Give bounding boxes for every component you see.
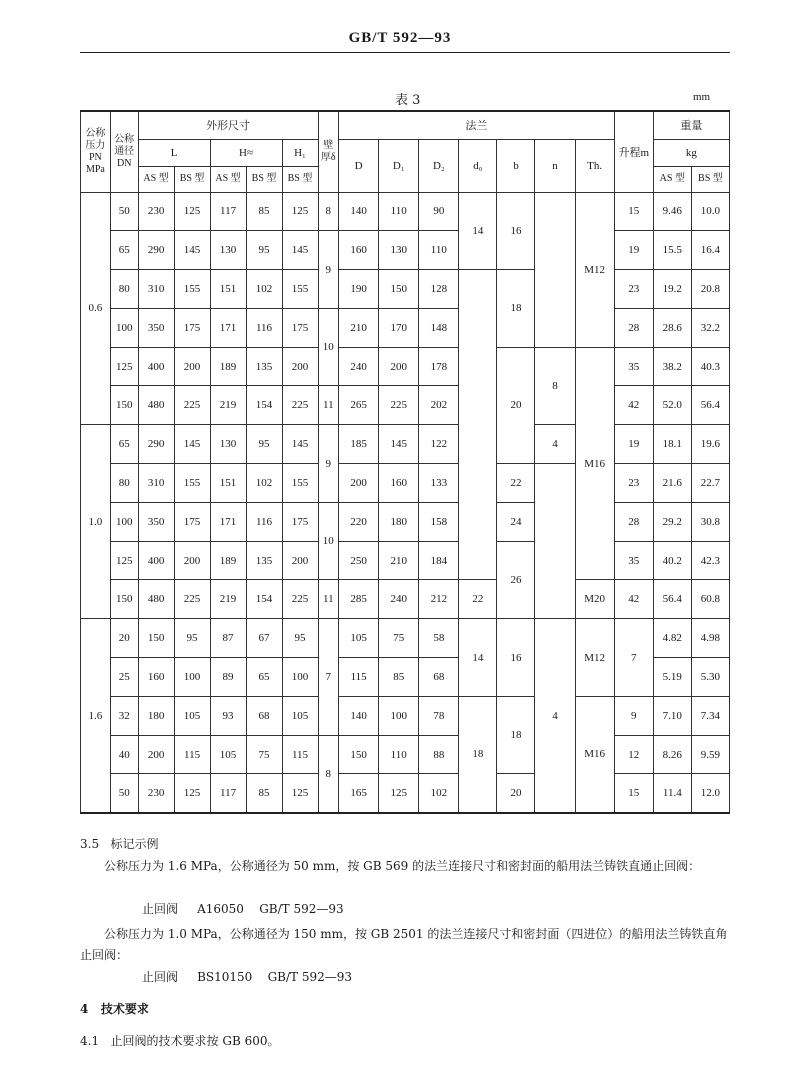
cell-hbs: 102 <box>246 464 282 503</box>
cell-has: 151 <box>210 464 246 503</box>
table-row <box>81 308 730 347</box>
cell-d: 160 <box>339 231 379 270</box>
cell-b: 20 <box>497 347 535 463</box>
cell-b: 16 <box>497 619 535 697</box>
cell-lbs: 145 <box>174 231 210 270</box>
page-header: GB/T 592—93 <box>348 30 452 46</box>
cell-hbs: 135 <box>246 541 282 580</box>
cell-was: 4.82 <box>653 619 691 658</box>
cell-lbs: 155 <box>174 270 210 309</box>
cell-hbs: 95 <box>246 231 282 270</box>
cell-dn: 150 <box>110 580 138 619</box>
cell-b: 16 <box>497 192 535 270</box>
cell-hbs: 116 <box>246 308 282 347</box>
table-row <box>81 541 730 580</box>
cell-las: 160 <box>138 658 174 697</box>
cell-th: M20 <box>575 580 614 619</box>
col-wall: 壁厚δ <box>318 111 339 192</box>
cell-d1: 75 <box>379 619 419 658</box>
cell-hbs: 154 <box>246 386 282 425</box>
col-l-as: AS 型 <box>138 166 174 192</box>
spec-table-body <box>81 192 730 813</box>
cell-b: 20 <box>497 774 535 813</box>
cell-las: 290 <box>138 425 174 464</box>
table-row <box>81 192 730 231</box>
cell-d: 190 <box>339 270 379 309</box>
cell-th: M12 <box>575 619 614 697</box>
cell-d: 140 <box>339 192 379 231</box>
cell-n <box>535 192 575 347</box>
cell-d: 265 <box>339 386 379 425</box>
cell-was: 7.10 <box>653 696 691 735</box>
cell-dn: 50 <box>110 192 138 231</box>
cell-d: 140 <box>339 696 379 735</box>
cell-m: 9 <box>614 696 653 735</box>
col-d2: D₂ <box>419 139 459 192</box>
col-h1: H₁ <box>282 139 318 166</box>
cell-m: 7 <box>614 619 653 697</box>
cell-dn: 125 <box>110 541 138 580</box>
table-row <box>81 386 730 425</box>
cell-was: 9.46 <box>653 192 691 231</box>
col-n: n <box>535 139 575 192</box>
table-row <box>81 231 730 270</box>
cell-m: 19 <box>614 425 653 464</box>
cell-lbs: 200 <box>174 347 210 386</box>
cell-d1: 180 <box>379 502 419 541</box>
col-l-bs: BS 型 <box>174 166 210 192</box>
cell-has: 171 <box>210 502 246 541</box>
cell-d0: 18 <box>459 696 497 812</box>
cell-hbs: 75 <box>246 735 282 774</box>
section-4-1 <box>80 1032 280 1049</box>
cell-lbs: 225 <box>174 580 210 619</box>
cell-d2: 122 <box>419 425 459 464</box>
cell-t: 10 <box>318 308 339 386</box>
cell-d2: 133 <box>419 464 459 503</box>
cell-hbs: 85 <box>246 774 282 813</box>
col-d0: d₀ <box>459 139 497 192</box>
cell-wbs: 32.2 <box>691 308 729 347</box>
cell-hbs: 67 <box>246 619 282 658</box>
cell-las: 180 <box>138 696 174 735</box>
cell-d1: 160 <box>379 464 419 503</box>
cell-d: 220 <box>339 502 379 541</box>
cell-d: 200 <box>339 464 379 503</box>
cell-lbs: 95 <box>174 619 210 658</box>
cell-wbs: 20.8 <box>691 270 729 309</box>
spec-table <box>80 110 730 814</box>
cell-d: 165 <box>339 774 379 813</box>
table-row <box>81 580 730 619</box>
cell-d2: 78 <box>419 696 459 735</box>
cell-d2: 102 <box>419 774 459 813</box>
cell-d1: 100 <box>379 696 419 735</box>
cell-dn: 100 <box>110 308 138 347</box>
cell-th: M16 <box>575 347 614 580</box>
cell-has: 105 <box>210 735 246 774</box>
cell-n: 4 <box>535 425 575 464</box>
cell-d2: 148 <box>419 308 459 347</box>
cell-was: 18.1 <box>653 425 691 464</box>
cell-has: 219 <box>210 386 246 425</box>
cell-was: 40.2 <box>653 541 691 580</box>
marking-1-code: A16050 <box>197 902 244 916</box>
cell-las: 290 <box>138 231 174 270</box>
cell-h1: 175 <box>282 502 318 541</box>
col-h-as: AS 型 <box>210 166 246 192</box>
cell-h1: 125 <box>282 774 318 813</box>
cell-dn: 65 <box>110 231 138 270</box>
cell-was: 29.2 <box>653 502 691 541</box>
cell-m: 15 <box>614 192 653 231</box>
cell-has: 117 <box>210 192 246 231</box>
cell-t: 9 <box>318 231 339 309</box>
cell-lbs: 175 <box>174 502 210 541</box>
cell-las: 200 <box>138 735 174 774</box>
cell-wbs: 16.4 <box>691 231 729 270</box>
cell-m: 12 <box>614 735 653 774</box>
col-h: H≈ <box>210 139 282 166</box>
cell-t: 10 <box>318 502 339 580</box>
cell-d1: 150 <box>379 270 419 309</box>
cell-las: 350 <box>138 502 174 541</box>
cell-d2: 88 <box>419 735 459 774</box>
cell-has: 130 <box>210 425 246 464</box>
cell-d1: 225 <box>379 386 419 425</box>
cell-wbs: 42.3 <box>691 541 729 580</box>
cell-lbs: 145 <box>174 425 210 464</box>
col-w-as: AS 型 <box>653 166 691 192</box>
cell-dn: 40 <box>110 735 138 774</box>
example-paragraph-2: 公称压力为 1.0 MPa，公称通径为 150 mm，按 GB 2501 的法兰连接尺寸和密封面（四进位）的船用法兰铸铁直角止回阀： <box>80 927 728 962</box>
cell-hbs: 135 <box>246 347 282 386</box>
col-lift: 升程m <box>614 111 653 192</box>
cell-las: 480 <box>138 580 174 619</box>
marking-2-std: GB/T 592—93 <box>267 970 353 984</box>
col-dn: 公称通径DN <box>110 111 138 192</box>
cell-dn: 125 <box>110 347 138 386</box>
cell-wbs: 22.7 <box>691 464 729 503</box>
cell-d: 240 <box>339 347 379 386</box>
cell-th: M16 <box>575 696 614 812</box>
cell-d2: 68 <box>419 658 459 697</box>
cell-n: 4 <box>535 619 575 813</box>
cell-h1: 100 <box>282 658 318 697</box>
section-4-1-number: 4.1 <box>80 1034 100 1048</box>
cell-d0: 14 <box>459 192 497 270</box>
cell-h1: 95 <box>282 619 318 658</box>
cell-th: M12 <box>575 192 614 347</box>
cell-was: 11.4 <box>653 774 691 813</box>
cell-m: 19 <box>614 231 653 270</box>
cell-b: 22 <box>497 464 535 503</box>
col-kg: kg <box>653 139 729 166</box>
cell-has: 117 <box>210 774 246 813</box>
cell-las: 150 <box>138 619 174 658</box>
cell-h1: 225 <box>282 580 318 619</box>
cell-pn: 1.6 <box>81 619 111 813</box>
cell-b: 18 <box>497 696 535 774</box>
cell-has: 151 <box>210 270 246 309</box>
cell-was: 19.2 <box>653 270 691 309</box>
cell-d2: 178 <box>419 347 459 386</box>
cell-wbs: 9.59 <box>691 735 729 774</box>
cell-las: 230 <box>138 192 174 231</box>
section-3-5-title: 标记示例 <box>110 837 159 851</box>
col-d: D <box>339 139 379 192</box>
cell-d2: 184 <box>419 541 459 580</box>
cell-was: 28.6 <box>653 308 691 347</box>
cell-d2: 212 <box>419 580 459 619</box>
cell-d: 250 <box>339 541 379 580</box>
cell-dn: 50 <box>110 774 138 813</box>
cell-wbs: 5.30 <box>691 658 729 697</box>
col-h-bs: BS 型 <box>246 166 282 192</box>
cell-d: 210 <box>339 308 379 347</box>
cell-d2: 158 <box>419 502 459 541</box>
cell-las: 400 <box>138 541 174 580</box>
table-unit: mm <box>693 91 711 103</box>
cell-d1: 85 <box>379 658 419 697</box>
cell-h1: 200 <box>282 541 318 580</box>
cell-has: 93 <box>210 696 246 735</box>
table-row <box>81 735 730 774</box>
cell-n <box>535 464 575 619</box>
cell-hbs: 154 <box>246 580 282 619</box>
cell-t: 7 <box>318 619 339 735</box>
cell-h1: 200 <box>282 347 318 386</box>
cell-lbs: 125 <box>174 774 210 813</box>
cell-wbs: 12.0 <box>691 774 729 813</box>
cell-d: 115 <box>339 658 379 697</box>
cell-t: 9 <box>318 425 339 503</box>
col-outer: 外形尺寸 <box>138 111 318 139</box>
cell-h1: 105 <box>282 696 318 735</box>
table-row <box>81 619 730 658</box>
section-3-5-heading <box>80 835 159 852</box>
cell-lbs: 115 <box>174 735 210 774</box>
cell-wbs: 7.34 <box>691 696 729 735</box>
cell-d2: 58 <box>419 619 459 658</box>
col-l: L <box>138 139 210 166</box>
cell-wbs: 56.4 <box>691 386 729 425</box>
cell-m: 35 <box>614 347 653 386</box>
marking-1-std: GB/T 592—93 <box>259 902 344 916</box>
cell-was: 5.19 <box>653 658 691 697</box>
cell-d1: 240 <box>379 580 419 619</box>
example-paragraph-1: 公称压力为 1.6 MPa，公称通径为 50 mm，按 GB 569 的法兰连接尺寸和密封面的船用法兰铸铁直通止回阀： <box>104 859 701 873</box>
cell-hbs: 95 <box>246 425 282 464</box>
cell-d0: 22 <box>459 580 497 619</box>
cell-d1: 125 <box>379 774 419 813</box>
cell-wbs: 60.8 <box>691 580 729 619</box>
marking-example-2 <box>142 968 352 985</box>
cell-d1: 145 <box>379 425 419 464</box>
cell-d: 150 <box>339 735 379 774</box>
cell-t: 11 <box>318 386 339 425</box>
cell-d1: 130 <box>379 231 419 270</box>
cell-wbs: 19.6 <box>691 425 729 464</box>
cell-h1: 155 <box>282 464 318 503</box>
col-weight: 重量 <box>653 111 729 139</box>
marking-2-code: BS10150 <box>197 970 253 984</box>
cell-m: 42 <box>614 580 653 619</box>
cell-h1: 145 <box>282 231 318 270</box>
cell-las: 480 <box>138 386 174 425</box>
col-h1-bs: BS 型 <box>282 166 318 192</box>
cell-has: 219 <box>210 580 246 619</box>
cell-has: 89 <box>210 658 246 697</box>
cell-has: 171 <box>210 308 246 347</box>
cell-d1: 170 <box>379 308 419 347</box>
table-row <box>81 347 730 386</box>
cell-wbs: 10.0 <box>691 192 729 231</box>
cell-d1: 110 <box>379 192 419 231</box>
cell-dn: 65 <box>110 425 138 464</box>
cell-hbs: 85 <box>246 192 282 231</box>
cell-d0: 14 <box>459 619 497 697</box>
header-rule <box>80 52 730 53</box>
cell-was: 8.26 <box>653 735 691 774</box>
cell-d0 <box>459 270 497 580</box>
cell-h1: 115 <box>282 735 318 774</box>
col-pn: 公称压力PN MPa <box>81 111 111 192</box>
cell-d1: 210 <box>379 541 419 580</box>
cell-d: 185 <box>339 425 379 464</box>
cell-m: 15 <box>614 774 653 813</box>
section-4-number: 4 <box>80 1002 89 1016</box>
cell-lbs: 125 <box>174 192 210 231</box>
cell-was: 52.0 <box>653 386 691 425</box>
cell-has: 189 <box>210 541 246 580</box>
cell-d2: 110 <box>419 231 459 270</box>
cell-hbs: 102 <box>246 270 282 309</box>
cell-m: 23 <box>614 464 653 503</box>
cell-las: 310 <box>138 270 174 309</box>
cell-m: 28 <box>614 502 653 541</box>
section-4-title: 技术要求 <box>100 1002 149 1016</box>
cell-was: 56.4 <box>653 580 691 619</box>
cell-wbs: 40.3 <box>691 347 729 386</box>
section-4-heading <box>80 1000 149 1017</box>
cell-h1: 155 <box>282 270 318 309</box>
cell-d2: 128 <box>419 270 459 309</box>
cell-t: 11 <box>318 580 339 619</box>
cell-d: 285 <box>339 580 379 619</box>
cell-m: 35 <box>614 541 653 580</box>
cell-las: 230 <box>138 774 174 813</box>
cell-dn: 100 <box>110 502 138 541</box>
cell-las: 310 <box>138 464 174 503</box>
marking-2-name: 止回阀 <box>142 970 179 984</box>
cell-lbs: 175 <box>174 308 210 347</box>
cell-dn: 20 <box>110 619 138 658</box>
cell-m: 23 <box>614 270 653 309</box>
cell-has: 189 <box>210 347 246 386</box>
col-b: b <box>497 139 535 192</box>
cell-wbs: 30.8 <box>691 502 729 541</box>
cell-lbs: 100 <box>174 658 210 697</box>
cell-hbs: 65 <box>246 658 282 697</box>
cell-b: 24 <box>497 502 535 541</box>
cell-dn: 80 <box>110 270 138 309</box>
cell-has: 130 <box>210 231 246 270</box>
cell-n: 8 <box>535 347 575 425</box>
cell-hbs: 116 <box>246 502 282 541</box>
table-row <box>81 425 730 464</box>
cell-h1: 225 <box>282 386 318 425</box>
cell-dn: 32 <box>110 696 138 735</box>
cell-m: 28 <box>614 308 653 347</box>
cell-t: 8 <box>318 192 339 231</box>
cell-h1: 175 <box>282 308 318 347</box>
cell-h1: 125 <box>282 192 318 231</box>
cell-dn: 80 <box>110 464 138 503</box>
col-d1: D₁ <box>379 139 419 192</box>
cell-pn: 0.6 <box>81 192 111 425</box>
table-row <box>81 774 730 813</box>
table-row <box>81 270 730 309</box>
table-row <box>81 502 730 541</box>
cell-t: 8 <box>318 735 339 813</box>
cell-b: 18 <box>497 270 535 348</box>
cell-las: 400 <box>138 347 174 386</box>
cell-h1: 145 <box>282 425 318 464</box>
cell-d2: 202 <box>419 386 459 425</box>
cell-d1: 200 <box>379 347 419 386</box>
cell-wbs: 4.98 <box>691 619 729 658</box>
table-row <box>81 696 730 735</box>
section-3-5-number: 3.5 <box>80 837 100 851</box>
cell-b: 26 <box>497 541 535 619</box>
cell-lbs: 225 <box>174 386 210 425</box>
section-4-1-text: 止回阀的技术要求按 GB 600。 <box>110 1034 280 1048</box>
cell-was: 21.6 <box>653 464 691 503</box>
cell-dn: 150 <box>110 386 138 425</box>
cell-lbs: 105 <box>174 696 210 735</box>
table-caption: 表 3 <box>395 93 421 108</box>
cell-las: 350 <box>138 308 174 347</box>
cell-has: 87 <box>210 619 246 658</box>
table-row <box>81 464 730 503</box>
cell-d: 105 <box>339 619 379 658</box>
col-flange: 法兰 <box>339 111 615 139</box>
col-th: Th. <box>575 139 614 192</box>
col-w-bs: BS 型 <box>691 166 729 192</box>
cell-lbs: 200 <box>174 541 210 580</box>
cell-dn: 25 <box>110 658 138 697</box>
marking-example-1 <box>142 900 344 917</box>
marking-1-name: 止回阀 <box>142 902 179 916</box>
cell-was: 15.5 <box>653 231 691 270</box>
cell-hbs: 68 <box>246 696 282 735</box>
cell-was: 38.2 <box>653 347 691 386</box>
cell-lbs: 155 <box>174 464 210 503</box>
cell-m: 42 <box>614 386 653 425</box>
cell-pn: 1.0 <box>81 425 111 619</box>
cell-d2: 90 <box>419 192 459 231</box>
cell-d1: 110 <box>379 735 419 774</box>
